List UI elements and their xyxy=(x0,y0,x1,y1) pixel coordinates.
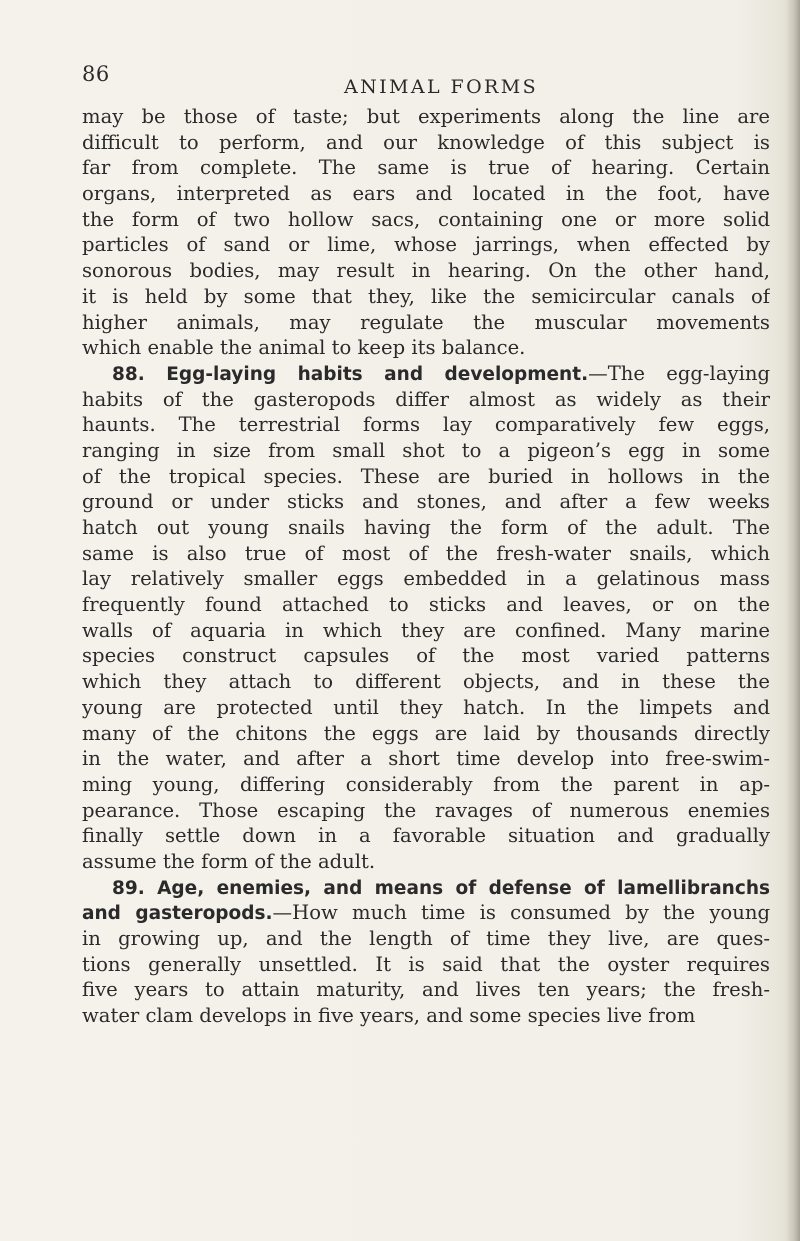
text-line: young are protected until they hatch. In the limpets and xyxy=(82,695,770,719)
section-89-lead: —How much time is consumed by the young xyxy=(272,901,770,925)
text-line: lay relatively smaller eggs embedded in a gelatinous mass xyxy=(82,567,770,591)
text-line: organs, interpreted as ears and located in the foot, have xyxy=(82,182,770,206)
section-88-lead: —The egg-laying xyxy=(588,361,770,385)
text-line: assume the form of the adult. xyxy=(82,849,376,873)
body-text xyxy=(82,104,770,1029)
text-line: five years to attain maturity, and lives ten years; the fresh- xyxy=(82,978,770,1002)
text-line: many of the chitons the eggs are laid by thousands directly xyxy=(82,721,770,745)
page-edge-shadow xyxy=(786,0,800,1241)
text-line: hatch out young snails having the form of the adult. The xyxy=(82,516,770,539)
page-header xyxy=(82,52,772,98)
text-line: sonorous bodies, may result in hearing. On the other hand, xyxy=(82,259,770,283)
text-line: which they attach to different objects, and in these the xyxy=(82,670,770,694)
text-line: may be those of taste; but experiments along the line are xyxy=(82,105,770,128)
text-line: it is held by some that they, like the semicircular canals of xyxy=(82,284,770,308)
section-88-first-line xyxy=(82,361,770,387)
text-line: water clam develops in five years, and some species live from xyxy=(82,1004,696,1028)
text-line: haunts. The terrestrial forms lay comparatively few eggs, xyxy=(82,413,770,437)
text-line: difficult to perform, and our knowledge of this subject is xyxy=(82,130,770,154)
text-line: ground or under sticks and stones, and after a few weeks xyxy=(82,490,770,514)
text-line: ming young, differing considerably from the parent in ap- xyxy=(82,772,770,796)
page-number: 86 xyxy=(82,62,110,86)
text-line: frequently found attached to sticks and leaves, or on the xyxy=(82,593,770,617)
text-line: finally settle down in a favorable situation and gradually xyxy=(82,824,770,848)
running-head: ANIMAL FORMS xyxy=(344,76,539,98)
text-line: same is also true of most of the fresh-water snails, which xyxy=(82,541,770,565)
text-line: the form of two hollow sacs, containing one or more solid xyxy=(82,207,770,231)
text-line: which enable the animal to keep its balance. xyxy=(82,336,526,360)
section-89-second-line xyxy=(82,900,770,926)
section-89-first-line xyxy=(82,875,770,901)
text-line: pearance. Those escaping the ravages of numerous enemies xyxy=(82,798,770,822)
text-line: in the water, and after a short time develop into free-swim- xyxy=(82,747,770,771)
section-heading-89: 89. Age, enemies, and means of defense of lamellibranchs xyxy=(112,877,770,899)
section-heading-88: 88. Egg-laying habits and development. xyxy=(112,363,589,385)
text-line: tions generally unsettled. It is said that the oyster requires xyxy=(82,952,770,976)
text-line: far from complete. The same is true of hearing. Certain xyxy=(82,156,770,180)
text-line: habits of the gasteropods differ almost as widely as their xyxy=(82,387,770,411)
text-line: higher animals, may regulate the muscular movements xyxy=(82,310,770,334)
text-line: species construct capsules of the most varied patterns xyxy=(82,644,770,668)
section-heading-89-cont: and gasteropods. xyxy=(82,903,273,925)
text-line: of the tropical species. These are buried in hollows in the xyxy=(82,464,770,488)
text-line: walls of aquaria in which they are confined. Many marine xyxy=(82,618,770,642)
text-line: in growing up, and the length of time they live, are ques- xyxy=(82,927,770,950)
text-line: ranging in size from small shot to a pigeon’s egg in some xyxy=(82,438,770,462)
text-line: particles of sand or lime, whose jarrings, when effected by xyxy=(82,233,770,257)
